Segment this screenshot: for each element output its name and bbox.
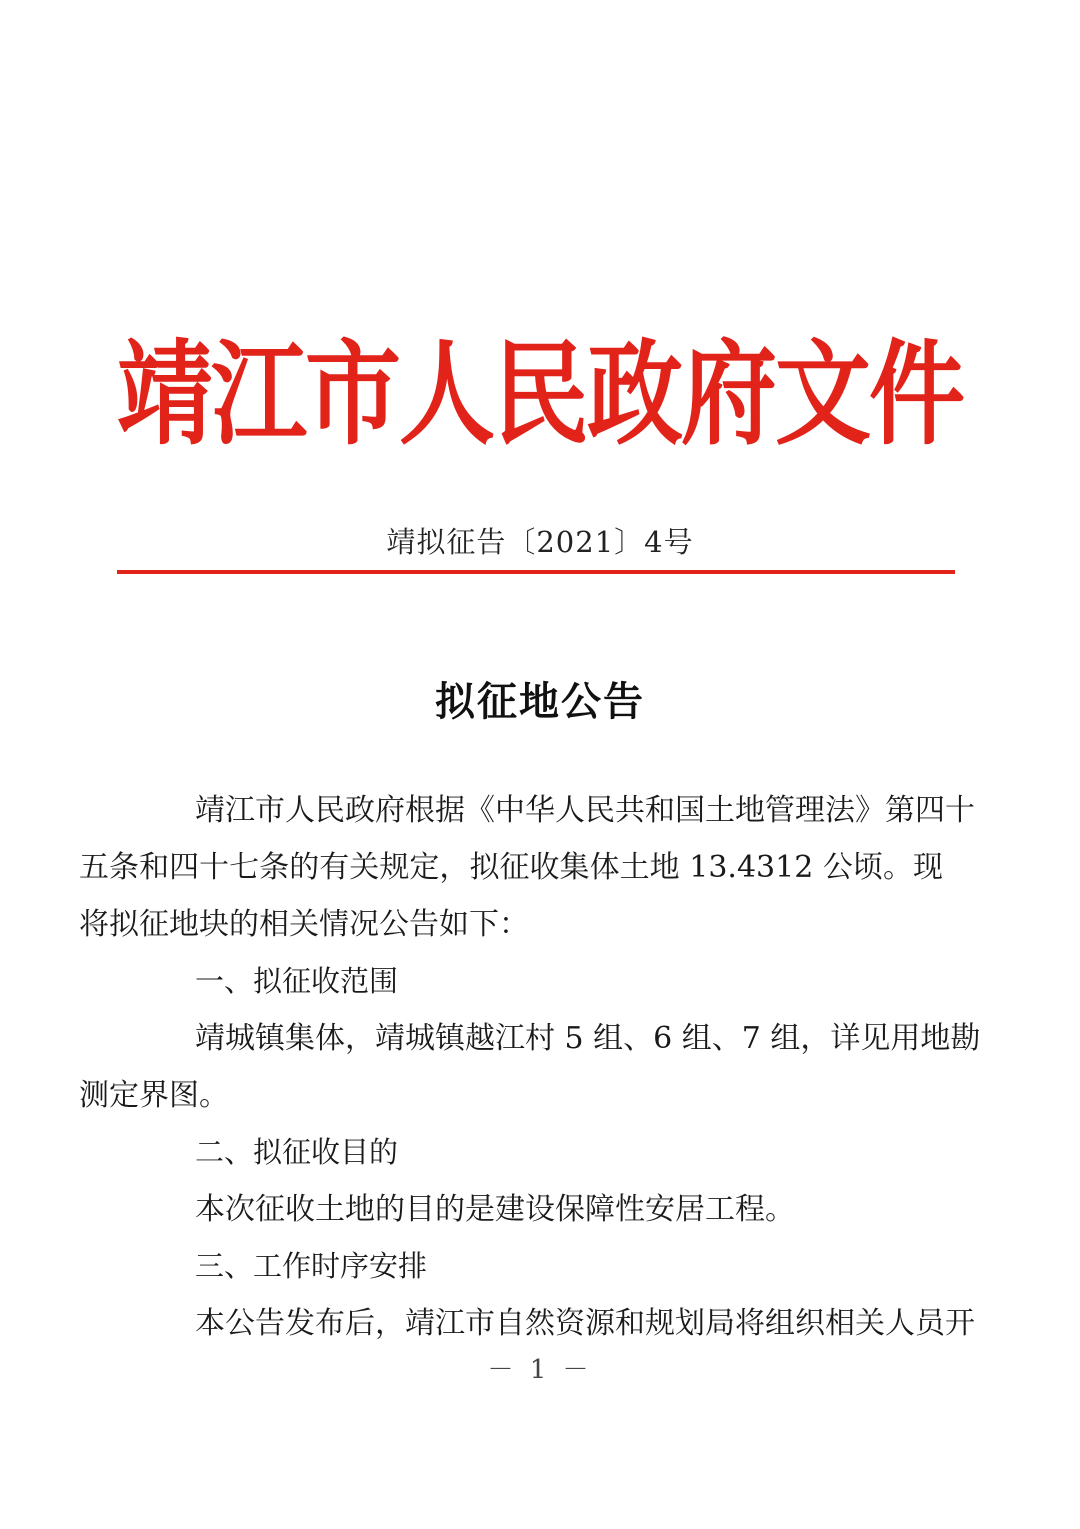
section-3-line-1: 本公告发布后，靖江市自然资源和规划局将组织相关人员开 bbox=[195, 1306, 975, 1341]
section-1-line-2: 测定界图。 bbox=[79, 1078, 229, 1113]
section-3-heading: 三、工作时序安排 bbox=[195, 1249, 428, 1283]
notice-body bbox=[79, 782, 981, 1352]
section-2-line-1: 本次征收土地的目的是建设保障性安居工程。 bbox=[195, 1192, 795, 1227]
intro-line-3: 将拟征地块的相关情况公告如下： bbox=[79, 907, 529, 942]
issuer-red-header: 靖江市人民政府文件 bbox=[117, 327, 963, 461]
section-1-line-1: 靖城镇集体，靖城镇越江村 5 组、6 组、7 组，详见用地勘 bbox=[195, 1021, 981, 1056]
intro-line-2: 五条和四十七条的有关规定，拟征收集体土地 13.4312 公顷。现 bbox=[79, 850, 943, 885]
section-1-paragraph bbox=[79, 1010, 981, 1124]
intro-line-1: 靖江市人民政府根据《中华人民共和国土地管理法》第四十 bbox=[195, 793, 975, 828]
document-number: 靖拟征告〔2021〕4号 bbox=[386, 525, 694, 559]
page-number: － 1 － bbox=[487, 1355, 593, 1385]
section-2-heading: 二、拟征收目的 bbox=[195, 1135, 399, 1169]
section-2-paragraph bbox=[137, 1181, 943, 1238]
section-3-paragraph bbox=[137, 1295, 975, 1352]
intro-paragraph bbox=[79, 782, 975, 953]
red-divider-line bbox=[117, 570, 955, 574]
section-1-heading: 一、拟征收范围 bbox=[195, 964, 399, 998]
notice-title: 拟征地公告 bbox=[435, 678, 645, 725]
